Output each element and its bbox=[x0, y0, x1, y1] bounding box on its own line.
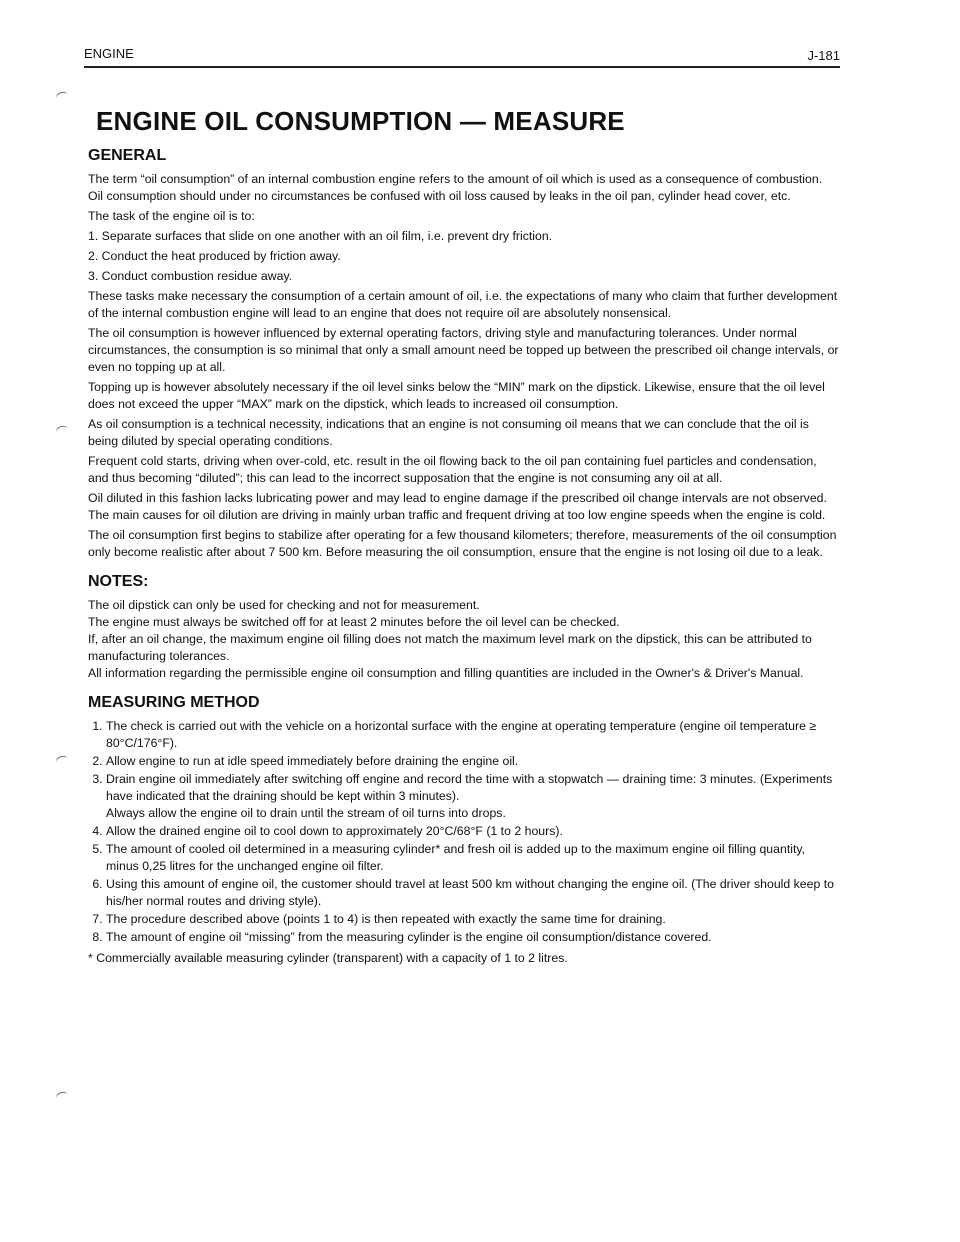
margin-mark-icon bbox=[55, 90, 69, 102]
step-text: The procedure described above (points 1 to 4) is then repeated with exactly the same time for draining. bbox=[106, 912, 666, 926]
section-label: ENGINE bbox=[84, 46, 134, 61]
step-item bbox=[106, 823, 840, 840]
step-text: The check is carried out with the vehicle on a horizontal surface with the engine at operating temperature (engine oil temperature ≥ 80°C/176°F). bbox=[106, 719, 817, 750]
paragraph: The task of the engine oil is to: bbox=[88, 209, 255, 223]
general-section bbox=[88, 147, 840, 561]
paragraph: These tasks make necessary the consumption of a certain amount of oil, i.e. the expectations of many who claim that further development of the internal combustion engine will lead to an engine that does not require oil are absolutely nonsensical. bbox=[88, 289, 838, 320]
paragraph: The term “oil consumption” of an internal combustion engine refers to the amount of oil which is used as a consequence of combustion. Oil consumption should under no circumstances be confused with oil loss caused by leaks in the oil pan, cylinder head cover, etc. bbox=[88, 172, 823, 203]
step-text: Allow engine to run at idle speed immediately before draining the engine oil. bbox=[106, 754, 519, 768]
margin-mark-icon bbox=[55, 754, 69, 766]
footnote: * Commercially available measuring cylinder (transparent) with a capacity of 1 to 2 litres. bbox=[88, 951, 568, 965]
paragraph: The oil consumption first begins to stabilize after operating for a few thousand kilometers; therefore, measurements of the oil consumption only become realistic after about 7 500 km. Before measuring the oil consumption, ensure that the engine is not losing oil due to a leak. bbox=[88, 528, 837, 559]
notes-section bbox=[88, 573, 840, 682]
step-extra: Always allow the engine oil to drain until the stream of oil turns into drops. bbox=[106, 806, 506, 820]
step-item bbox=[106, 753, 840, 770]
step-text: Allow the drained engine oil to cool down to approximately 20°C/68°F (1 to 2 hours). bbox=[106, 824, 563, 838]
note-item: If, after an oil change, the maximum engine oil filling does not match the maximum level mark on the dipstick, this can be attributed to manufacturing tolerances. bbox=[88, 632, 812, 663]
step-item bbox=[106, 911, 840, 928]
page-title: ENGINE OIL CONSUMPTION — MEASURE bbox=[96, 106, 625, 136]
step-item bbox=[106, 841, 840, 875]
paragraph: Topping up is however absolutely necessary if the oil level sinks below the “MIN” mark on the dipstick. Likewise, ensure that the oil level does not exceed the upper “MAX” mark on the dipstick, which leads to increased oil consumption. bbox=[88, 380, 825, 411]
step-text: The amount of cooled oil determined in a measuring cylinder* and fresh oil is added up to the maximum engine oil filling quantity, minus 0,25 litres for the unchanged engine oil filter. bbox=[106, 842, 806, 873]
page-header bbox=[84, 46, 840, 68]
step-text: The amount of engine oil “missing” from the measuring cylinder is the engine oil consumption/distance covered. bbox=[106, 930, 712, 944]
step-text: Drain engine oil immediately after switching off engine and record the time with a stopwatch — draining time: 3 minutes. (Experiments have indicated that the draining should be kept within 3 minutes). bbox=[106, 772, 833, 803]
list-item: 2. Conduct the heat produced by friction away. bbox=[88, 249, 341, 263]
notes-heading: NOTES: bbox=[88, 573, 149, 590]
measuring-heading: MEASURING METHOD bbox=[88, 694, 260, 711]
paragraph: Frequent cold starts, driving when over-cold, etc. result in the oil flowing back to the oil pan containing fuel particles and condensation, and thus becoming “diluted”; this can lead to the incorrect supposation that the engine is not consuming any oil at all. bbox=[88, 454, 817, 485]
note-item: All information regarding the permissible engine oil consumption and filling quantities are included in the Owner's & Driver's Manual. bbox=[88, 666, 804, 680]
step-item bbox=[106, 771, 840, 822]
step-item bbox=[106, 718, 840, 752]
margin-mark-icon bbox=[55, 424, 69, 436]
note-item: The engine must always be switched off for at least 2 minutes before the oil level can be checked. bbox=[88, 615, 620, 629]
step-text: Using this amount of engine oil, the customer should travel at least 500 km without changing the engine oil. (The driver should keep to his/her normal routes and driving style). bbox=[106, 877, 834, 908]
page-number: J-181 bbox=[807, 48, 840, 63]
step-item bbox=[106, 876, 840, 910]
general-heading: GENERAL bbox=[88, 147, 167, 164]
list-item: 1. Separate surfaces that slide on one another with an oil film, i.e. prevent dry friction. bbox=[88, 229, 553, 243]
paragraph: The oil consumption is however influenced by external operating factors, driving style and manufacturing tolerances. Under normal circumstances, the consumption is so minimal that only a small amount need be topped up between the prescribed oil change intervals, or even no topping up at all. bbox=[88, 326, 839, 374]
measuring-steps bbox=[88, 718, 840, 946]
note-item: The oil dipstick can only be used for checking and not for measurement. bbox=[88, 598, 480, 612]
list-item: 3. Conduct combustion residue away. bbox=[88, 269, 293, 283]
paragraph: As oil consumption is a technical necessity, indications that an engine is not consuming oil means that we can conclude that the oil is being diluted by special operating conditions. bbox=[88, 417, 809, 448]
step-item bbox=[106, 929, 840, 946]
paragraph: Oil diluted in this fashion lacks lubricating power and may lead to engine damage if the prescribed oil change intervals are not observed. The main causes for oil dilution are driving in mainly urban traffic and frequent driving at too low engine speeds when the engine is cold. bbox=[88, 491, 827, 522]
margin-mark-icon bbox=[55, 1090, 69, 1102]
document-body bbox=[88, 147, 840, 967]
measuring-section bbox=[88, 694, 840, 967]
